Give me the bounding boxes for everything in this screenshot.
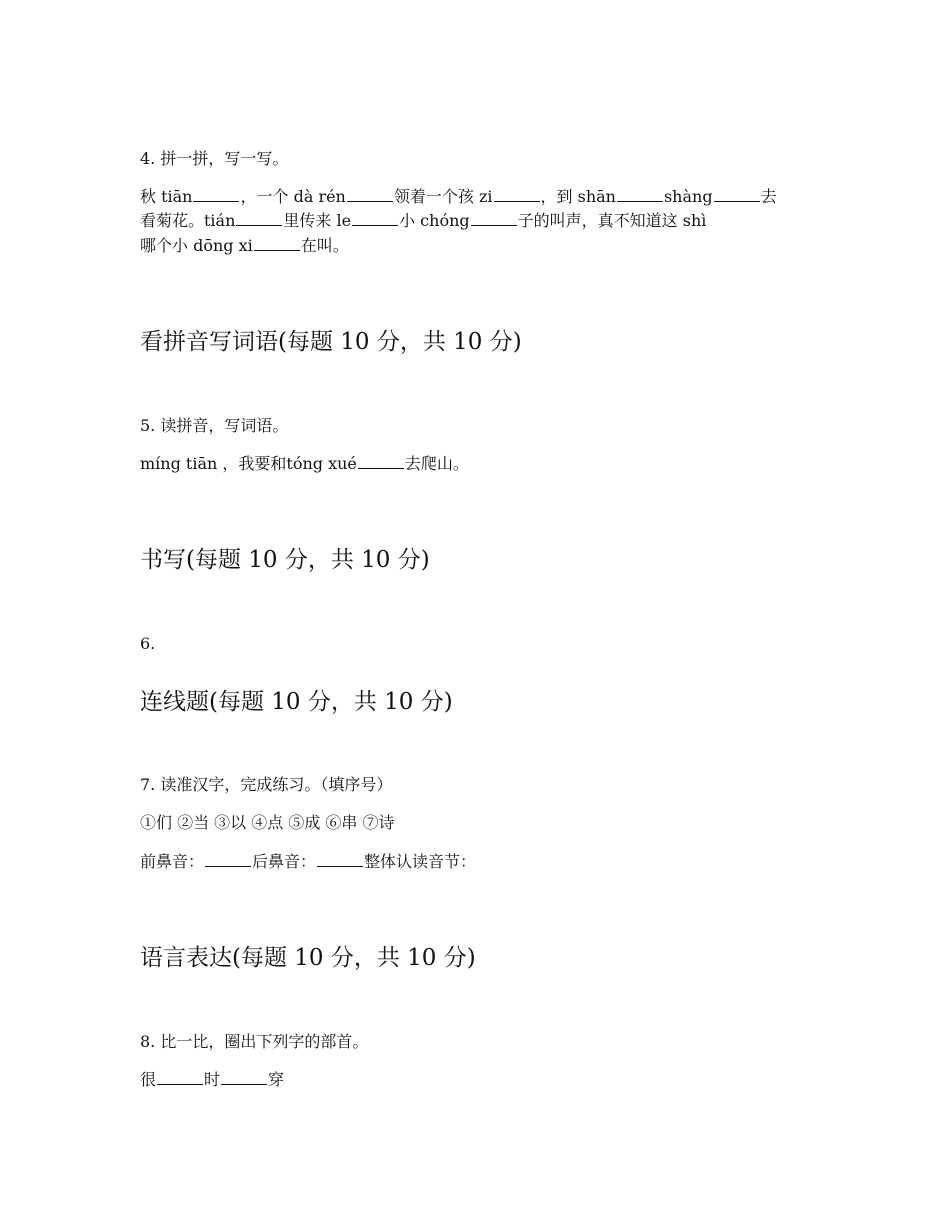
- q7-label-front-nasal: 前鼻音：: [140, 852, 205, 871]
- q4-text-1c: 领着一个孩 zi: [393, 187, 493, 206]
- answer-blank[interactable]: [347, 185, 393, 202]
- question-6-title: 6.: [140, 634, 156, 653]
- q8-char-1: 很: [140, 1070, 157, 1089]
- question-7-answer-line: [140, 850, 476, 874]
- q4-text-2d: 子的叫声，真不知道这 shì: [517, 211, 707, 230]
- q4-text-2c: 小 chóng: [399, 211, 470, 230]
- question-7-title: 7. 读准汉字，完成练习。（填序号）: [140, 775, 393, 794]
- answer-blank[interactable]: [494, 185, 540, 202]
- q4-text-2a: 看菊花。tián: [140, 211, 236, 230]
- question-5-line: [140, 452, 469, 476]
- q5-text-a: míng tiān ，我要和tóng xué: [140, 454, 357, 473]
- answer-blank[interactable]: [617, 185, 663, 202]
- question-4-line-3: [140, 234, 349, 258]
- question-8-line: [140, 1068, 284, 1092]
- q7-label-back-nasal: 后鼻音：: [252, 852, 317, 871]
- answer-blank[interactable]: [358, 452, 404, 469]
- q8-char-3: 穿: [268, 1070, 285, 1089]
- question-4-title: 4. 拼一拼，写一写。: [140, 149, 289, 168]
- q4-text-3b: 在叫。: [300, 236, 349, 255]
- section-heading-expression: 语言表达(每题 10 分，共 10 分): [140, 945, 476, 971]
- q4-text-1f: 去: [760, 187, 777, 206]
- section-heading-writing: 书写(每题 10 分，共 10 分): [140, 547, 430, 573]
- answer-blank[interactable]: [254, 234, 300, 251]
- section-heading-matching: 连线题(每题 10 分，共 10 分): [140, 689, 453, 715]
- answer-blank[interactable]: [317, 850, 363, 867]
- answer-blank[interactable]: [471, 209, 517, 226]
- answer-blank[interactable]: [352, 209, 398, 226]
- q4-text-1b: ，一个 dà rén: [240, 187, 346, 206]
- question-8-title: 8. 比一比，圈出下列字的部首。: [140, 1032, 369, 1051]
- q5-text-b: 去爬山。: [404, 454, 469, 473]
- q7-label-whole-syllable: 整体认读音节：: [364, 852, 477, 871]
- question-4-line-2: [140, 209, 706, 233]
- section-heading-pinyin: 看拼音写词语(每题 10 分，共 10 分): [140, 329, 522, 355]
- answer-blank[interactable]: [714, 185, 760, 202]
- answer-blank[interactable]: [205, 850, 251, 867]
- q4-text-1d: ，到 shān: [540, 187, 616, 206]
- question-4-line-1: [140, 185, 777, 209]
- answer-blank[interactable]: [157, 1068, 203, 1085]
- answer-blank[interactable]: [193, 185, 239, 202]
- q8-char-2: 时: [204, 1070, 221, 1089]
- answer-blank[interactable]: [221, 1068, 267, 1085]
- question-7-options: ①们 ②当 ③以 ④点 ⑤成 ⑥串 ⑦诗: [140, 813, 395, 832]
- q4-text-1e: shàng: [663, 187, 713, 206]
- answer-blank[interactable]: [236, 209, 282, 226]
- q4-text-2b: 里传来 le: [283, 211, 352, 230]
- q4-text-1a: 秋 tiān: [140, 187, 193, 206]
- q4-text-3a: 哪个小 dōng xi: [140, 236, 253, 255]
- question-5-title: 5. 读拼音，写词语。: [140, 416, 289, 435]
